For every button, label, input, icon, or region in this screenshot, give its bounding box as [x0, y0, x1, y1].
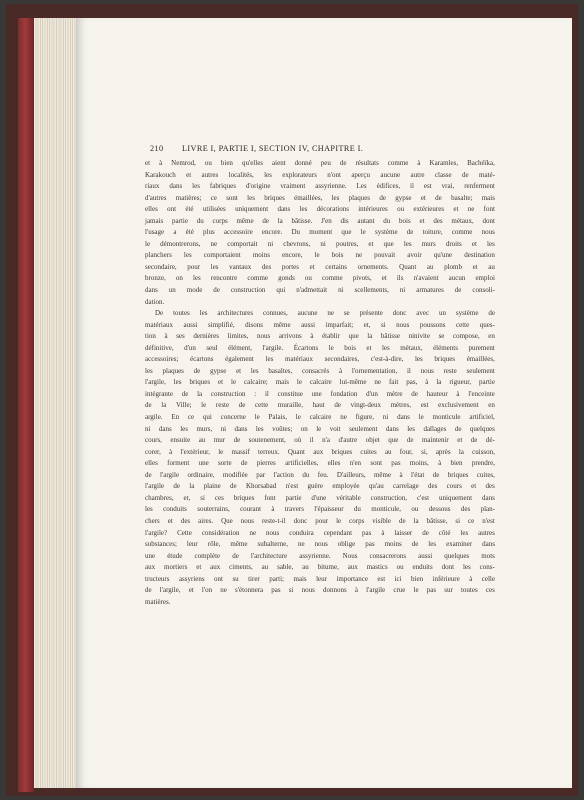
text-line: dans un mode de construction qui n'admettait ni scellements, ni armatures de consoli-	[145, 286, 495, 295]
text-line: d'autres matières; ce sont les briques émaillées, les plaques de gypse et de basalte; mais	[145, 193, 495, 202]
text-line: Karakouch et autres localités, les explorateurs n'ont aperçu aucune autre classe de maté-	[145, 170, 495, 179]
text-line: intégrante de la construction : il constitue une fondation d'un mètre de hauteur à l'enceinte	[145, 389, 495, 398]
text-line: de l'argile, et l'on ne s'étonnera pas si nous donnons à l'argile crue le pas sur toutes ces	[145, 586, 495, 595]
text-line: accessoires; écartons également les matériaux secondaires, c'est-à-dire, les briques émaillées,	[145, 355, 495, 364]
text-line: ni dans les murs, ni dans les voûtes; on le voit seulement dans les dallages de quelques	[145, 424, 495, 433]
text-line: argile. En ce qui concerne le Palais, le calcaire ne figure, ni dans le monticule artificiel,	[145, 413, 495, 422]
text-line: substances; leur rôle, même subalterne, ne nous oblige pas moins de les examiner dans	[145, 540, 495, 549]
text-line: l'argile de la plaine de Khorsabad n'est guère employée qu'au carrelage des cours et des	[145, 482, 495, 491]
text-line: cours, ensuite au mur de soutenement, où il n'a d'autre objet que de maintenir et de dé-	[145, 436, 495, 445]
text-line: de l'argile ordinaire, modifiée par l'action du feu. D'ailleurs, même à l'état de briques cuites,	[145, 470, 495, 479]
text-line: les plaques de gypse et les basaltes, consacrés à l'ornementation, il nous reste seulement	[145, 366, 495, 375]
text-line: corer, à l'extérieur, le massif terreux. Quant aux briques cuites au four, si, après la cuisson,	[145, 447, 495, 456]
page-number: 210	[150, 144, 164, 153]
text-line: tion à ses dernières limites, nous arrivons à établir que la bâtisse ninivite se compose, en	[145, 332, 495, 341]
text-line: dation.	[145, 297, 165, 306]
text-line: secondaire, pour les vantaux des portes et certains ornements. Quant au plomb et au	[145, 262, 495, 271]
text-line: de la Ville; le reste de cette muraille, haut de vingt-deux mètres, est exclusivement en	[145, 401, 495, 410]
text-line: matières.	[145, 597, 171, 606]
text-line: elles ont été utilisées uniquement dans les décorations intérieures ou extérieures et ne font	[145, 205, 495, 214]
text-line: De toutes les architectures connues, aucune ne se présente donc avec un système de	[155, 309, 495, 318]
text-line: l'argile? Cette considération ne nous conduira cependant pas à laisser de côté les autres	[145, 528, 495, 537]
text-line: jamais partie du corps même de la bâtisse. J'en dis autant du bois et des métaux, dont	[145, 216, 495, 225]
text-line: chambres, et, si ces briques font partie d'une véritable construction, c'est uniquement dans	[145, 493, 495, 502]
book-cover-edge	[18, 18, 34, 792]
text-line: tructeurs assyriens ont su tirer parti; mais leur importance est ici bien inférieure à celle	[145, 574, 495, 583]
text-line: les conduits souterrains, courant à travers l'épaisseur du monticule, ou dessous des plan-	[145, 505, 495, 514]
text-line: riaux dans les fabriques d'origine vraiment assyrienne. Les édifices, il est vrai, renferment	[145, 182, 495, 191]
text-line: matériaux aussi simplifié, disons même aussi imparfait; et, si nous poussons cette ques-	[145, 320, 495, 329]
text-line: une étude complète de l'architecture assyrienne. Nous consacrerons aussi quelques mots	[145, 551, 495, 560]
body-text	[145, 158, 495, 608]
text-line: l'usage a été plus accessoire encore. Du moment que le système de toiture, comme nous	[145, 228, 495, 237]
text-line: le démontrerons, ne comportait ni chevrons, ni poutres, et que les murs droits et les	[145, 239, 495, 248]
text-line: chers et des aires. Que nous reste-t-il donc pour le corps visible de la bâtisse, si ce n'est	[145, 516, 495, 525]
running-head: LIVRE I, PARTIE I, SECTION IV, CHAPITRE I.	[182, 144, 364, 153]
text-line: planchers les comportaient moins encore, le bois ne pouvait avoir qu'une destination	[145, 251, 495, 260]
text-line: l'argile, les briques et le calcaire; mais le calcaire lui-même ne fait pas, à la rigueur, partie	[145, 378, 495, 387]
text-line: définitive, d'un seul élément, l'argile. Écartons le bois et les métaux, éléments purement	[145, 343, 495, 352]
text-line: aux mortiers et aux ciments, au sable, au bitume, aux mastics ou enduits dont les cons-	[145, 563, 495, 572]
text-line: elles forment une sorte de pierres artificielles, elles n'en sont pas moins, à bien prendre,	[145, 459, 495, 468]
text-line: bronze, on les rencontre comme gonds ou comme pivots, et ils n'avaient aucun emploi	[145, 274, 495, 283]
text-line: et à Nemrod, ou bien qu'elles aient donné peu de résultats comme à Karamles, Bachéïka,	[145, 159, 495, 167]
page-stack	[34, 18, 76, 788]
